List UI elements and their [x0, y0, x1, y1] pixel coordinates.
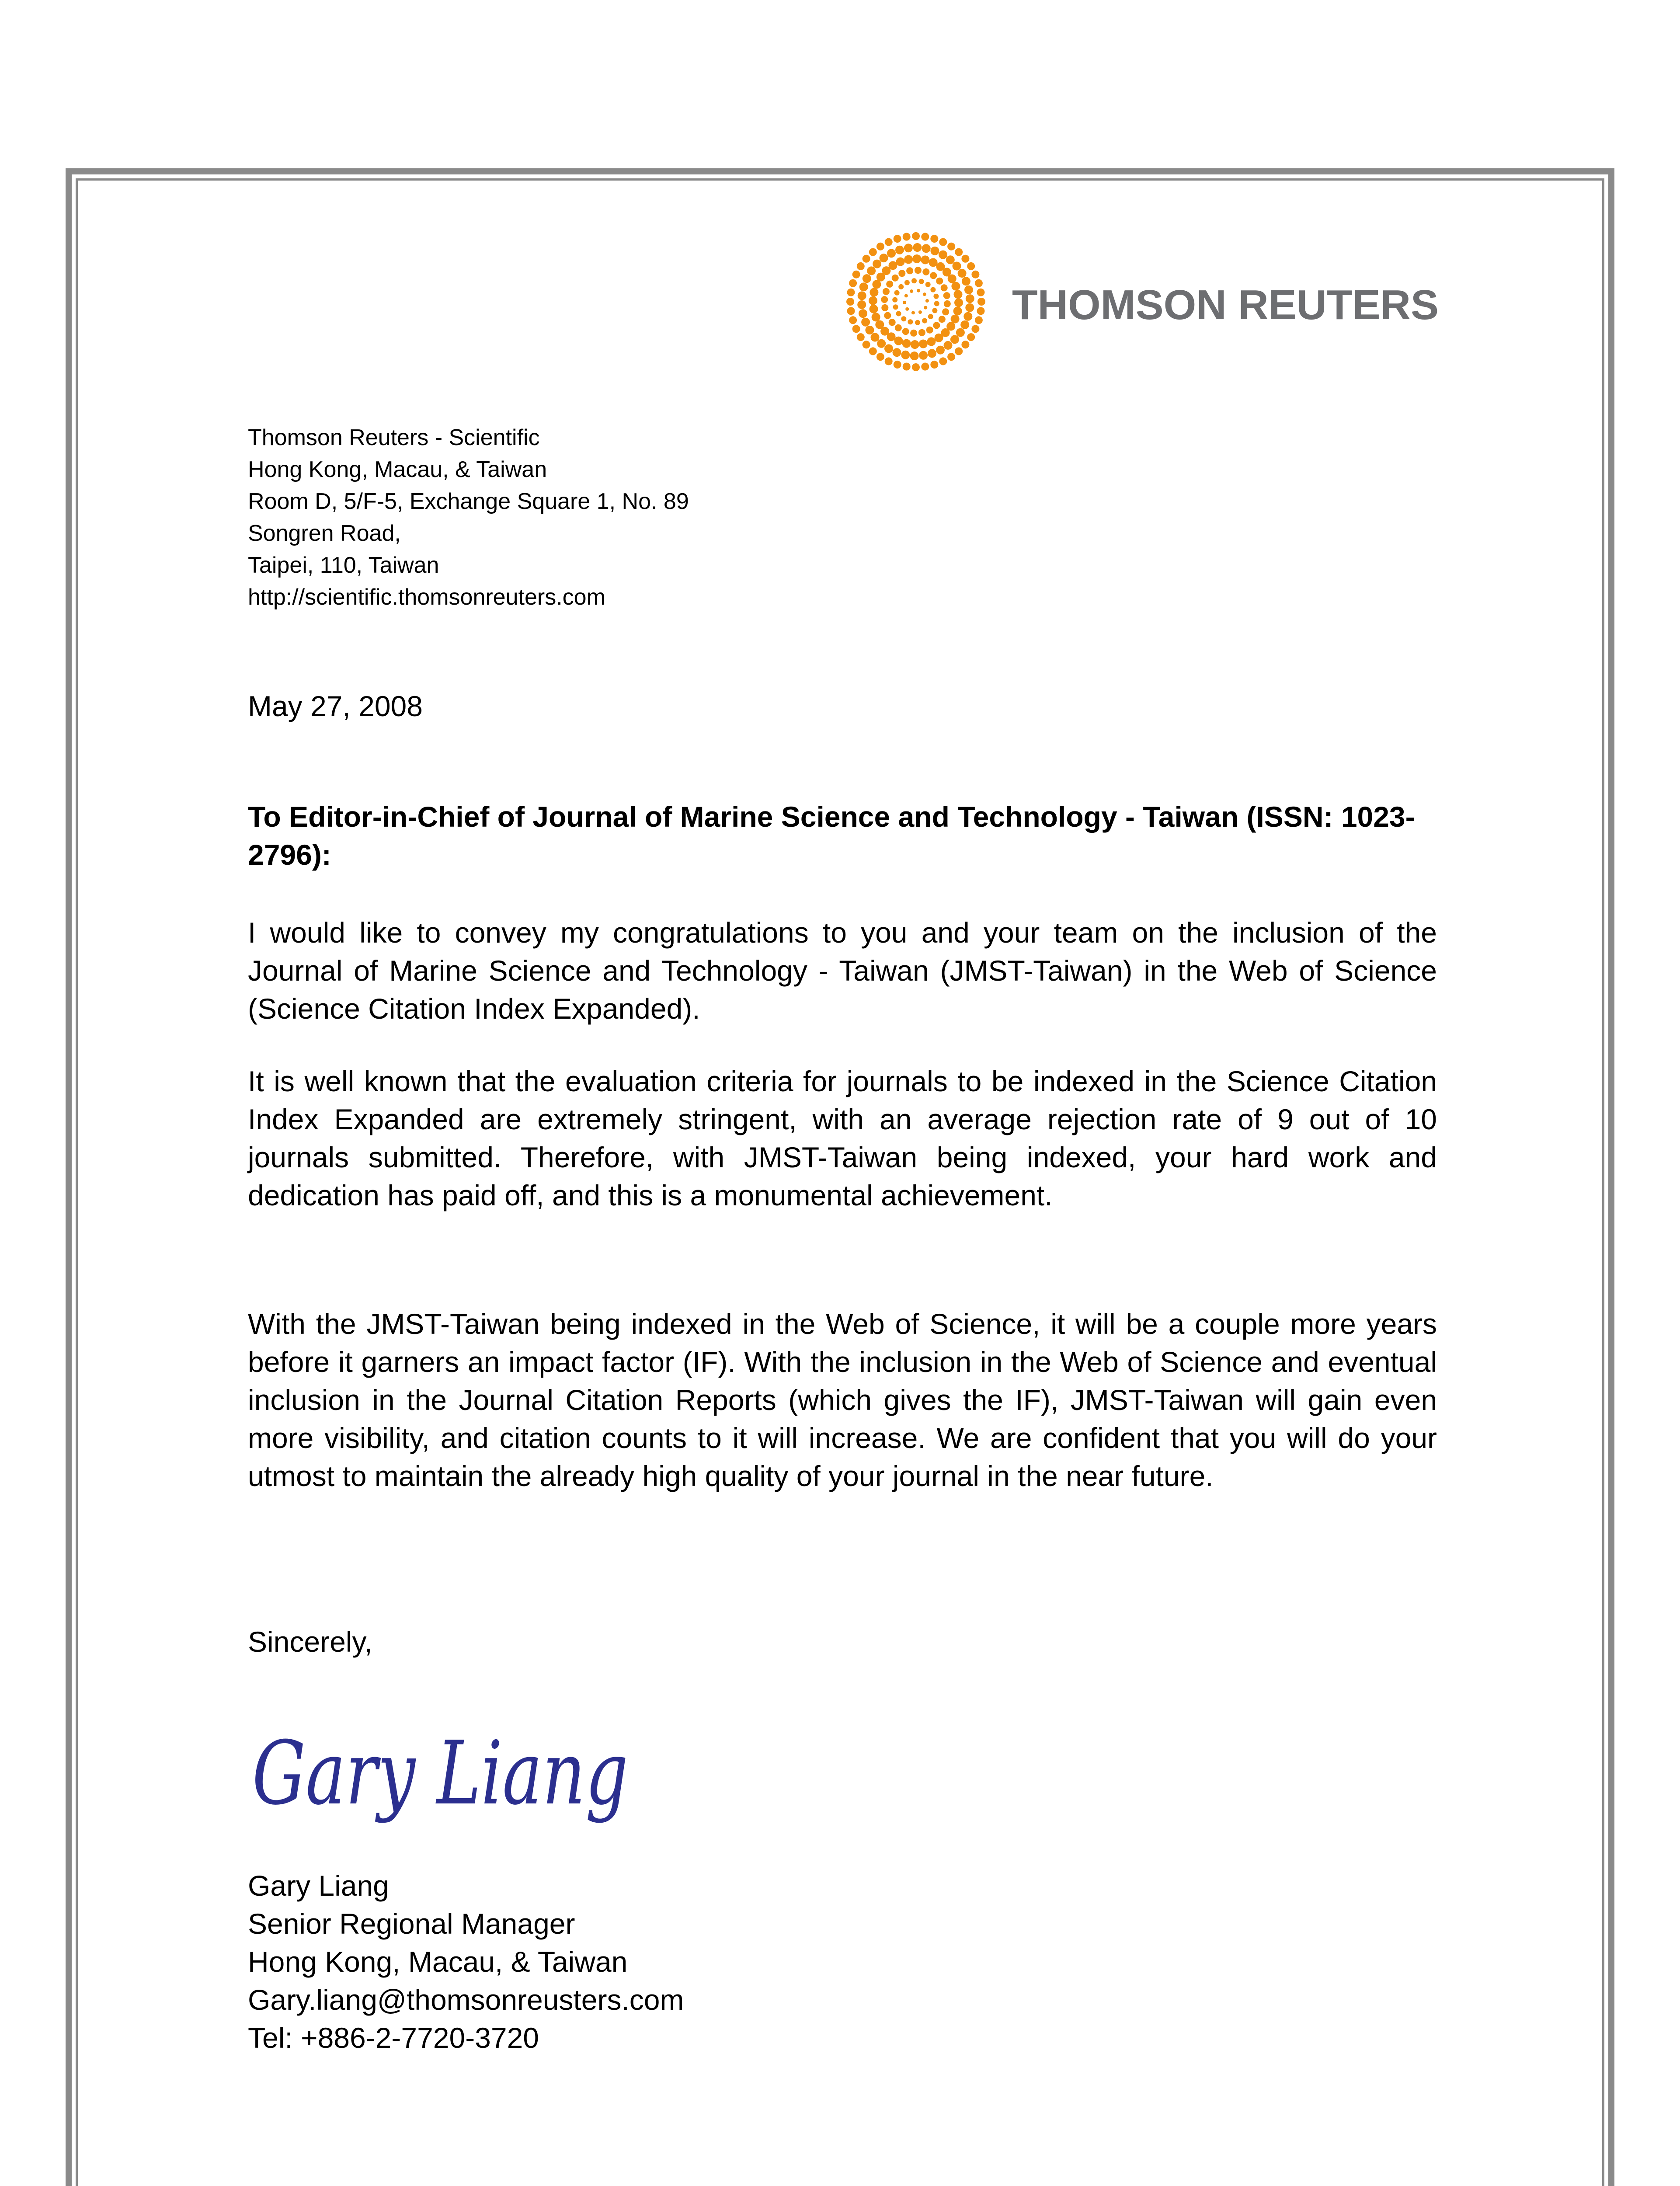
logo-dot [858, 291, 866, 300]
logo-dot [921, 233, 929, 241]
logo-dot [958, 269, 967, 278]
logo-dot [912, 254, 921, 263]
dots-logo-icon [846, 232, 985, 371]
logo-dot [885, 238, 893, 246]
logo-dot [852, 325, 860, 333]
logo-dot [904, 294, 908, 297]
logo-dot [953, 306, 962, 315]
logo-dot [946, 255, 955, 264]
logo-dot [893, 304, 898, 310]
logo-dot [922, 318, 927, 324]
address-url: http://scientific.thomsonreuters.com [248, 585, 605, 610]
logo-dot [889, 261, 897, 270]
logo-dot [971, 325, 979, 333]
address-line: Hong Kong, Macau, & Taiwan [248, 457, 547, 482]
signer-details [248, 1867, 684, 2057]
logo-dot [917, 289, 920, 292]
logo-dot [895, 324, 902, 331]
logo-dot [869, 248, 877, 256]
logo-dot [894, 361, 901, 369]
logo-dot [941, 284, 948, 291]
logo-dot [956, 328, 965, 337]
logo-dot [895, 246, 904, 254]
logo-dot [849, 279, 857, 287]
logo-dot [870, 305, 878, 313]
logo-dot [867, 266, 876, 275]
logo-dot [925, 299, 929, 303]
logo-dot [910, 352, 919, 360]
logo-dot [902, 339, 911, 348]
logo-dot [905, 307, 909, 311]
logo-dot [872, 280, 881, 289]
logo-dot [870, 288, 878, 297]
logo-dot [928, 349, 936, 358]
logo-dot [847, 289, 855, 296]
logo-dot [902, 328, 909, 335]
logo-dot [889, 319, 896, 326]
logo-dot [861, 318, 870, 327]
logo-dot [944, 341, 953, 350]
logo-dot [863, 255, 870, 263]
logo-dot [875, 320, 884, 329]
logo-dot [971, 271, 979, 278]
logo-dot [921, 255, 929, 264]
logo-dot [951, 315, 960, 324]
logo-dot [892, 297, 897, 303]
logo-dot [933, 294, 939, 299]
logo-dot [930, 287, 936, 292]
logo-dot [918, 310, 922, 314]
logo-dot [960, 320, 969, 329]
address-line: Thomson Reuters - Scientific [248, 425, 540, 450]
logo-dot [859, 282, 868, 291]
logo-dot [892, 275, 899, 282]
logo-dot [930, 272, 937, 279]
thomson-reuters-logo [844, 230, 1443, 374]
logo-dot [922, 244, 931, 253]
logo-dot [911, 311, 915, 314]
salutation: To Editor-in-Chief of Journal of Marine Science and Technology - Taiwan (ISSN: 1023-2796): [248, 801, 1415, 871]
logo-dot [885, 357, 893, 365]
logo-dot [947, 353, 955, 361]
logo-dot [884, 312, 891, 319]
logo-dot [942, 308, 949, 315]
logo-dot [955, 347, 963, 355]
logo-dot [922, 268, 929, 275]
logo-dot [863, 341, 870, 348]
brand-name: THOMSON REUTERS [1012, 282, 1439, 328]
logo-dot [954, 290, 963, 299]
sender-address [248, 422, 689, 613]
logo-dot [924, 306, 927, 310]
logo-dot [947, 243, 955, 251]
logo-dot [961, 341, 969, 348]
logo-dot [877, 339, 886, 348]
logo-dot [872, 313, 880, 321]
logo-dot [911, 278, 917, 283]
logo-dot [881, 296, 888, 303]
logo-dot [939, 316, 946, 323]
logo-dot [894, 337, 903, 345]
logo-dot [880, 254, 888, 262]
logo-dot [953, 262, 961, 271]
logo-dot [931, 247, 939, 255]
logo-dot [903, 363, 911, 371]
logo-dot [927, 337, 936, 346]
signer-name: Gary Liang [248, 1869, 389, 1902]
logo-dot [910, 289, 913, 293]
logo-dot [919, 351, 928, 360]
logo-dot [903, 301, 906, 304]
logo-dot [915, 320, 920, 325]
logo-dot [966, 294, 974, 303]
logo-dot [912, 232, 920, 240]
logo-dot [939, 238, 947, 246]
logo-dot [930, 361, 938, 369]
logo-dot [901, 351, 910, 359]
logo-dot [918, 329, 925, 336]
logo-dot [910, 330, 917, 337]
logo-dot [967, 333, 975, 341]
logo-dot [859, 309, 867, 318]
logo-dot [921, 363, 929, 371]
signer-title: Senior Regional Manager [248, 1908, 575, 1940]
logo-dot [975, 316, 983, 324]
logo-dot [948, 275, 957, 283]
address-line: Taipei, 110, Taiwan [248, 553, 439, 578]
logo-dot [849, 316, 857, 324]
logo-dot [884, 344, 893, 353]
logo-dot [915, 267, 922, 274]
logo-dot [977, 289, 985, 296]
logo-dot [926, 327, 933, 334]
logo-dot [857, 300, 866, 309]
logo-dot [904, 280, 910, 285]
signer-phone: Tel: +886-2-7720-3720 [248, 2022, 539, 2054]
logo-dot [912, 363, 920, 371]
logo-dot [925, 282, 931, 287]
logo-dot [977, 307, 985, 315]
logo-dot [898, 270, 905, 277]
logo-dot [933, 322, 940, 329]
logo-dot [877, 353, 884, 361]
logo-dot [869, 347, 877, 355]
logo-dot [887, 249, 896, 258]
logo-dot [869, 296, 877, 305]
logo-dot [901, 316, 906, 321]
logo-dot [928, 314, 933, 319]
signature-ink: Gary Liang [252, 1723, 628, 1824]
logo-dot [852, 271, 860, 278]
logo-dot [903, 233, 911, 241]
logo-dot [965, 303, 974, 312]
logo-dot [975, 279, 983, 287]
logo-dot [950, 335, 959, 344]
logo-dot [896, 258, 905, 266]
logo-dot [908, 319, 913, 324]
logo-dot [883, 288, 890, 295]
logo-dot [963, 312, 972, 321]
closing: Sincerely, [248, 1626, 372, 1658]
logo-dot [936, 346, 945, 355]
logo-dot [894, 235, 901, 243]
logo-dot [911, 340, 919, 349]
logo-dot [944, 300, 951, 307]
logo-dot [923, 292, 926, 296]
letter-date: May 27, 2008 [248, 690, 423, 722]
logo-dot [964, 285, 973, 294]
logo-dot [930, 235, 938, 243]
logo-dot [929, 258, 938, 267]
logo-dot [943, 292, 950, 299]
logo-dot [939, 251, 947, 259]
logo-dot [919, 279, 924, 284]
logo-dot [871, 333, 880, 342]
logo-dot [935, 334, 943, 342]
logo-dot [906, 267, 913, 274]
logo-dot [954, 298, 963, 307]
logo-dot [847, 307, 855, 315]
signature-graphic [248, 1705, 641, 1854]
logo-dot [962, 277, 970, 285]
logo-dot [951, 282, 960, 291]
logo-dot [894, 290, 900, 296]
logo-dot [877, 243, 884, 251]
logo-dot [932, 308, 937, 313]
logo-dot [873, 260, 881, 268]
logo-dot [955, 248, 963, 256]
logo-dot [967, 262, 975, 270]
logo-dot [934, 301, 939, 306]
logo-dot [857, 333, 865, 341]
handwritten-signature [248, 1705, 641, 1854]
body-paragraph: It is well known that the evaluation criteria for journals to be indexed in the Science Citation Index Expanded are extremely stringent, with an average rejection rate of 9 out of 10 journals submitted. Therefore, with JMST-Taiwan being indexed, your hard work and dedication has paid off, and this is a monumental achievement. [248, 1065, 1437, 1211]
logo-dot [913, 243, 922, 252]
logo-dot [898, 284, 904, 289]
logo-dot [936, 278, 943, 285]
logo-dot [904, 255, 913, 264]
logo-dot [857, 262, 865, 270]
address-line: Songren Road, [248, 521, 401, 546]
logo-dot [919, 340, 928, 348]
signer-email: Gary.liang@thomsonreusters.com [248, 1984, 684, 2016]
logo-dot [865, 326, 874, 334]
body-paragraph: I would like to convey my congratulations to you and your team on the inclusion of the Journal of Marine Science and Technology - Taiwan (JMST-Taiwan) in the Web of Science (Science Citation Index Expanded). [248, 916, 1437, 1025]
logo-dot [863, 274, 871, 283]
logo-dot [896, 311, 901, 316]
logo-dot [846, 298, 854, 306]
logo-dot [961, 255, 969, 263]
logo-dot [904, 244, 913, 252]
logo-dot [893, 348, 901, 357]
logo-dot [886, 281, 893, 288]
logo-dot [939, 357, 947, 365]
signer-region: Hong Kong, Macau, & Taiwan [248, 1946, 628, 1978]
logo-dot [977, 298, 985, 306]
logo-dot [881, 304, 888, 311]
body-paragraph: With the JMST-Taiwan being indexed in the Web of Science, it will be a couple more years before it garners an impact factor (IF). With the inclusion in the Web of Science and eventual inclusion in the Journal Citation Reports (which gives the IF), JMST-Taiwan will gain even more visibility, and citation counts to it will increase. We are confident that you will do your utmost to maintain the already high quality of your journal in the near future. [248, 1308, 1437, 1492]
address-line: Room D, 5/F-5, Exchange Square 1, No. 89 [248, 489, 689, 514]
thomson-reuters-logo-graphic [844, 230, 1443, 374]
